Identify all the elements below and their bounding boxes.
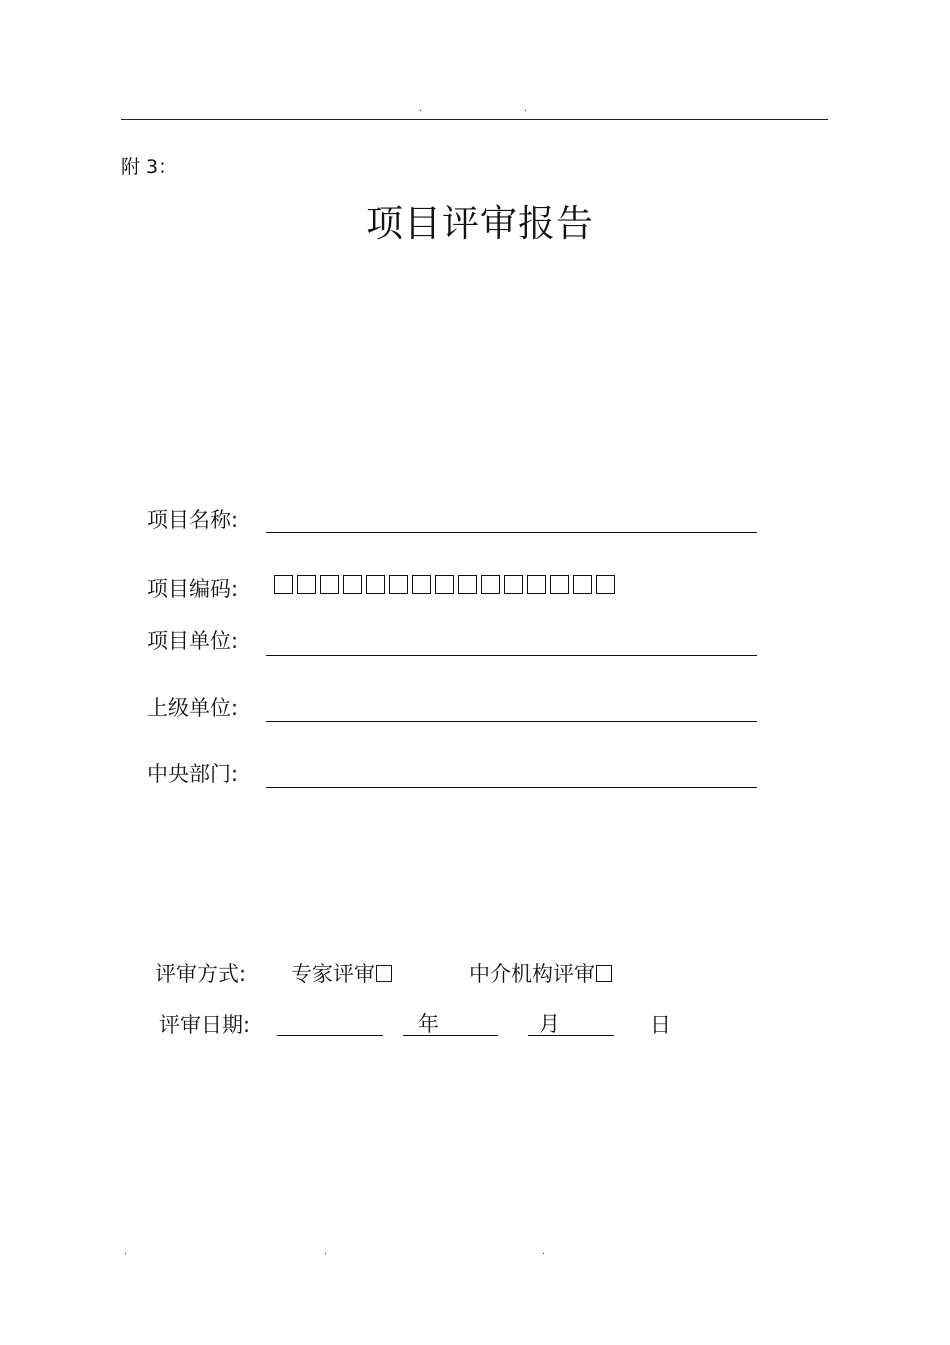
superior-unit-field[interactable] xyxy=(266,721,757,722)
year-unit: 年 xyxy=(418,1012,439,1036)
day-unit: 日 xyxy=(650,1013,671,1037)
project-code-box[interactable] xyxy=(435,575,454,594)
project-code-box[interactable] xyxy=(412,575,431,594)
review-date-label: 评审日期: xyxy=(159,1013,251,1037)
project-unit-field[interactable] xyxy=(266,655,757,656)
project-code-box[interactable] xyxy=(320,575,339,594)
project-name-field[interactable] xyxy=(266,532,757,533)
project-unit-label: 项目单位: xyxy=(147,629,239,653)
review-option-agency[interactable] xyxy=(469,960,612,988)
central-dept-field[interactable] xyxy=(266,787,757,788)
project-name-label: 项目名称: xyxy=(147,508,239,532)
superior-unit-label: 上级单位: xyxy=(147,696,239,720)
project-code-box[interactable] xyxy=(343,575,362,594)
project-code-box[interactable] xyxy=(550,575,569,594)
project-code-box[interactable] xyxy=(504,575,523,594)
month-unit: 月 xyxy=(539,1012,560,1036)
project-code-box[interactable] xyxy=(527,575,546,594)
header-dot-right: . xyxy=(524,103,528,114)
expert-checkbox[interactable] xyxy=(376,965,392,982)
central-dept-label: 中央部门: xyxy=(147,762,239,786)
project-code-label: 项目编码: xyxy=(147,577,239,601)
footer-dot-middle: . xyxy=(324,1246,328,1257)
year-field[interactable] xyxy=(277,1035,383,1036)
project-code-box[interactable] xyxy=(573,575,592,594)
page-title: 项目评审报告 xyxy=(366,202,594,245)
project-code-box[interactable] xyxy=(366,575,385,594)
footer-dot-right: . xyxy=(542,1246,546,1257)
project-code-box[interactable] xyxy=(458,575,477,594)
review-option-agency-label: 中介机构评审 xyxy=(469,962,595,986)
review-method-label: 评审方式: xyxy=(155,962,247,986)
project-code-box[interactable] xyxy=(596,575,615,594)
review-option-expert[interactable] xyxy=(291,960,392,988)
project-code-box[interactable] xyxy=(297,575,316,594)
footer-dot-left: . xyxy=(124,1246,128,1257)
attachment-label: 附 3： xyxy=(121,156,178,178)
agency-checkbox[interactable] xyxy=(596,965,612,982)
review-option-expert-label: 专家评审 xyxy=(291,962,375,986)
project-code-box[interactable] xyxy=(481,575,500,594)
project-code-box[interactable] xyxy=(274,575,293,594)
header-dot-left: . xyxy=(419,103,423,114)
project-code-boxes xyxy=(274,575,615,594)
project-code-box[interactable] xyxy=(389,575,408,594)
header-rule xyxy=(121,119,828,120)
